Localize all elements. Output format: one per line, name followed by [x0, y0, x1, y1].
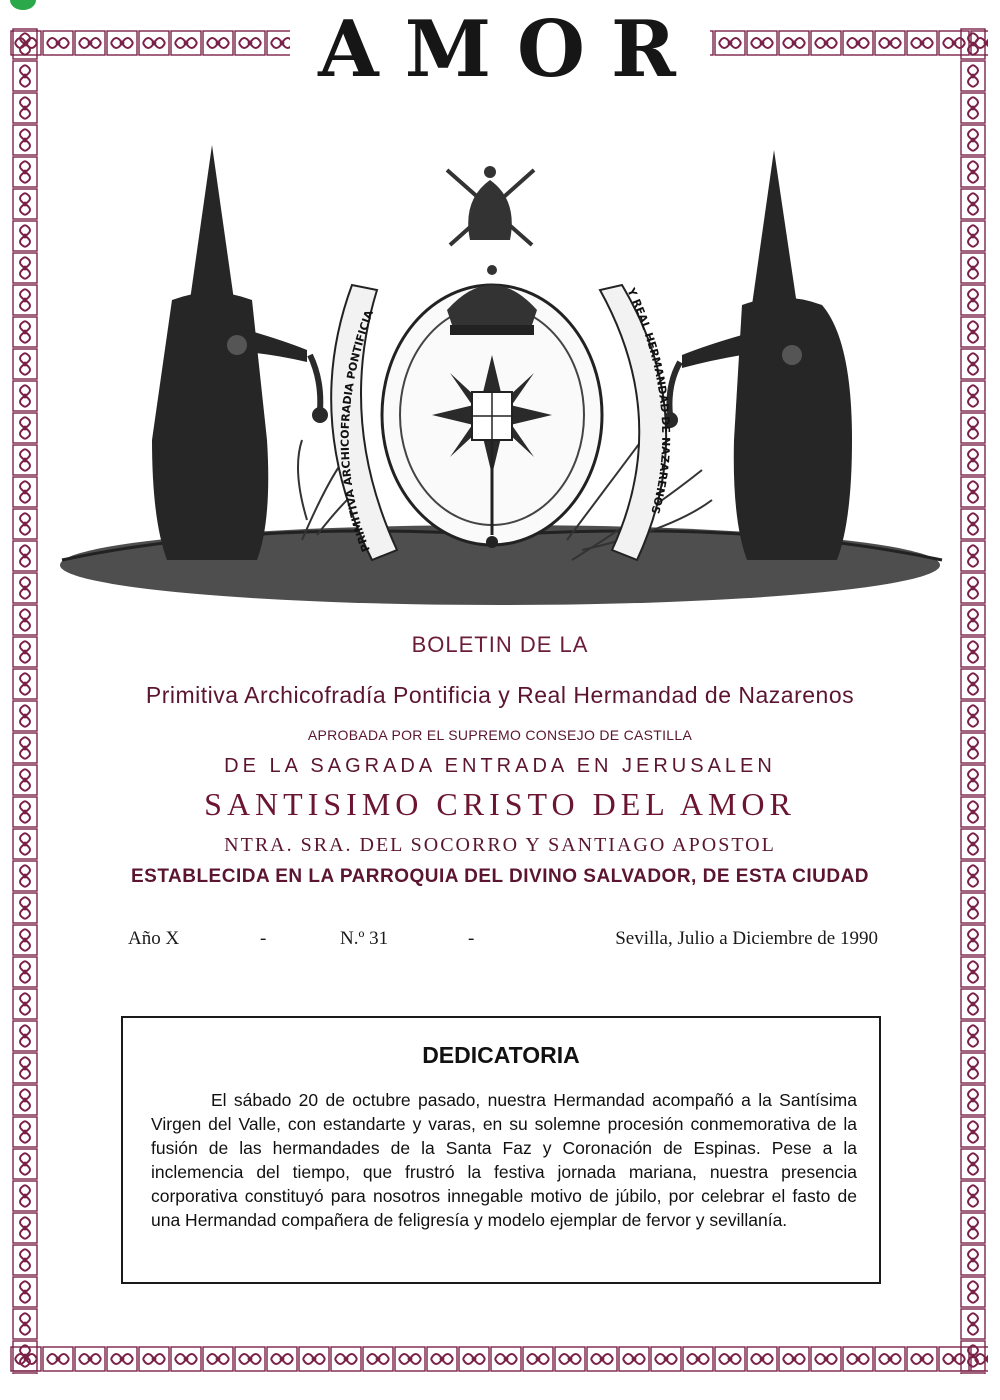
issue-separator: - [468, 928, 475, 949]
decorative-border-right [958, 28, 988, 1374]
brotherhood-name: Primitiva Archicofradía Pontificia y Real Hermandad de Nazarenos [145, 682, 855, 708]
banner-left-text: PRIMITIVA ARCHICOFRADIA PONTIFICIA [338, 308, 377, 554]
sagrada-entrada-line: DE LA SAGRADA ENTRADA EN JERUSALEN [224, 755, 776, 777]
papal-tiara-icon [447, 166, 534, 245]
issue-year: Año X [128, 928, 180, 949]
royal-crown-icon [447, 265, 537, 335]
santisimo-cristo-title: SANTISIMO CRISTO DEL AMOR [204, 786, 796, 822]
approval-note: APROBADA POR EL SUPREMO CONSEJO DE CASTILLA [307, 727, 693, 743]
issue-number: N.º 31 [340, 928, 389, 949]
nazareno-right [682, 150, 852, 560]
dedication-body: El sábado 20 de octubre pasado, nuestra Hermandad acompañó a la Santísima Virgen del Valle, con estandarte y varas, en su solemne procesión conmemorativa de la fusión de las hermandades de la Santa Faz y Coronación de Espinas. Pese a la inclemencia del tiempo, que frustró la festiva jornada mariana, nuestra presencia corporativa constituyó para nosotros innegable motivo de júbilo, por celebrar el fasto de una Hermandad compañera de feligresía y modelo ejemplar de fervor y sevillanía. [151, 1090, 857, 1230]
banner-right-ribbon [600, 285, 666, 560]
masthead-title: AMOR [290, 4, 710, 96]
decorative-border-left [10, 28, 40, 1374]
parish-line: ESTABLECIDA EN LA PARROQUIA DEL DIVINO SALVADOR, DE ESTA CIUDAD [130, 866, 870, 887]
issue-info [128, 928, 888, 958]
bulletin-label: BOLETIN DE LA [411, 632, 589, 657]
dedication-title: DEDICATORIA [422, 1042, 580, 1068]
nazareno-left [152, 145, 307, 560]
dedication-box [121, 1016, 881, 1284]
green-corner-marker [10, 0, 36, 10]
issue-separator: - [260, 928, 267, 949]
brotherhood-emblem-illustration [52, 140, 948, 620]
banner-right-text: Y REAL HERMANDAD DE NAZARENOS [624, 285, 673, 516]
socorro-santiago-line: NTRA. SRA. DEL SOCORRO Y SANTIAGO APOSTOL [224, 834, 776, 856]
decorative-border-bottom [10, 1344, 988, 1374]
issue-date: Sevilla, Julio a Diciembre de 1990 [615, 928, 878, 949]
